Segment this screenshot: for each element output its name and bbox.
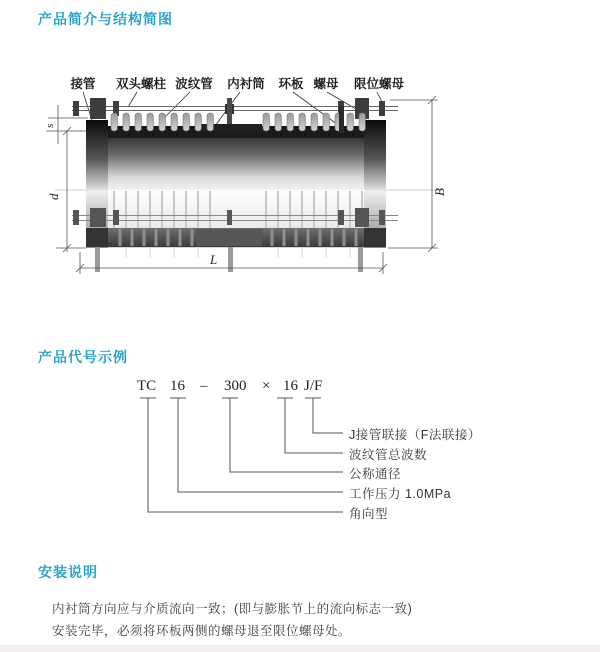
dim-label-s: s [44,123,56,128]
code-annotation-waves: 波纹管总波数 [349,448,428,462]
dim-label-B: B [432,188,447,196]
code-part-times: × [262,378,271,394]
tie-rod-upper [72,107,398,111]
end-cap-right [364,120,386,190]
code-annotation-diameter: 公称通径 [349,467,402,481]
structure-diagram [0,60,600,300]
dim-label-d: d [46,193,61,200]
code-part-type: TC [137,378,157,394]
part-label-liner: 内衬筒 [227,77,265,91]
dim-B-lines [388,96,438,252]
code-part-pressure: 16 [170,378,185,394]
lower-band-right-cap [364,228,386,247]
liner-band [196,124,262,133]
install-instruction-line: 安装完毕，必须将环板两侧的螺母退至限位螺母处。 [52,624,352,638]
code-part-dash: – [200,378,208,394]
code-part-diameter: 300 [224,378,247,394]
ring-plate [339,106,344,133]
section-intro-title: 产品简介与结构简图 [38,11,173,27]
end-cap-left [86,120,108,190]
install-instruction-line: 内衬筒方向应与介质流向一致；(即与膨胀节上的流向标志一致) [52,602,413,616]
part-label-nut: 螺母 [313,77,339,91]
code-part-connection: J/F [304,378,323,394]
part-label-bellows: 波纹管 [175,77,213,91]
dim-d-lines [56,127,86,252]
lower-band-center [196,229,262,246]
code-annotation-type: 角向型 [349,507,389,521]
code-annotation-pressure: 工作压力 1.0MPa [349,487,452,501]
part-label-connecting-pipe: 接管 [70,77,96,91]
code-annotation-connection: J接管联接（F法联接） [349,428,481,442]
section-code-title: 产品代号示例 [38,349,128,365]
part-label-stud: 双头螺柱 [115,77,167,91]
code-connector-lines [0,395,600,525]
part-label-limit-nut: 限位螺母 [353,77,405,91]
section-install-title: 安装说明 [38,564,98,580]
lower-band-left-cap [86,228,108,247]
page-edge-strip [0,645,600,652]
code-part-waves: 16 [283,378,298,394]
part-label-ring-plate: 环板 [278,77,304,91]
dim-label-L: L [210,252,218,267]
lower-fringe-lines [126,247,350,257]
